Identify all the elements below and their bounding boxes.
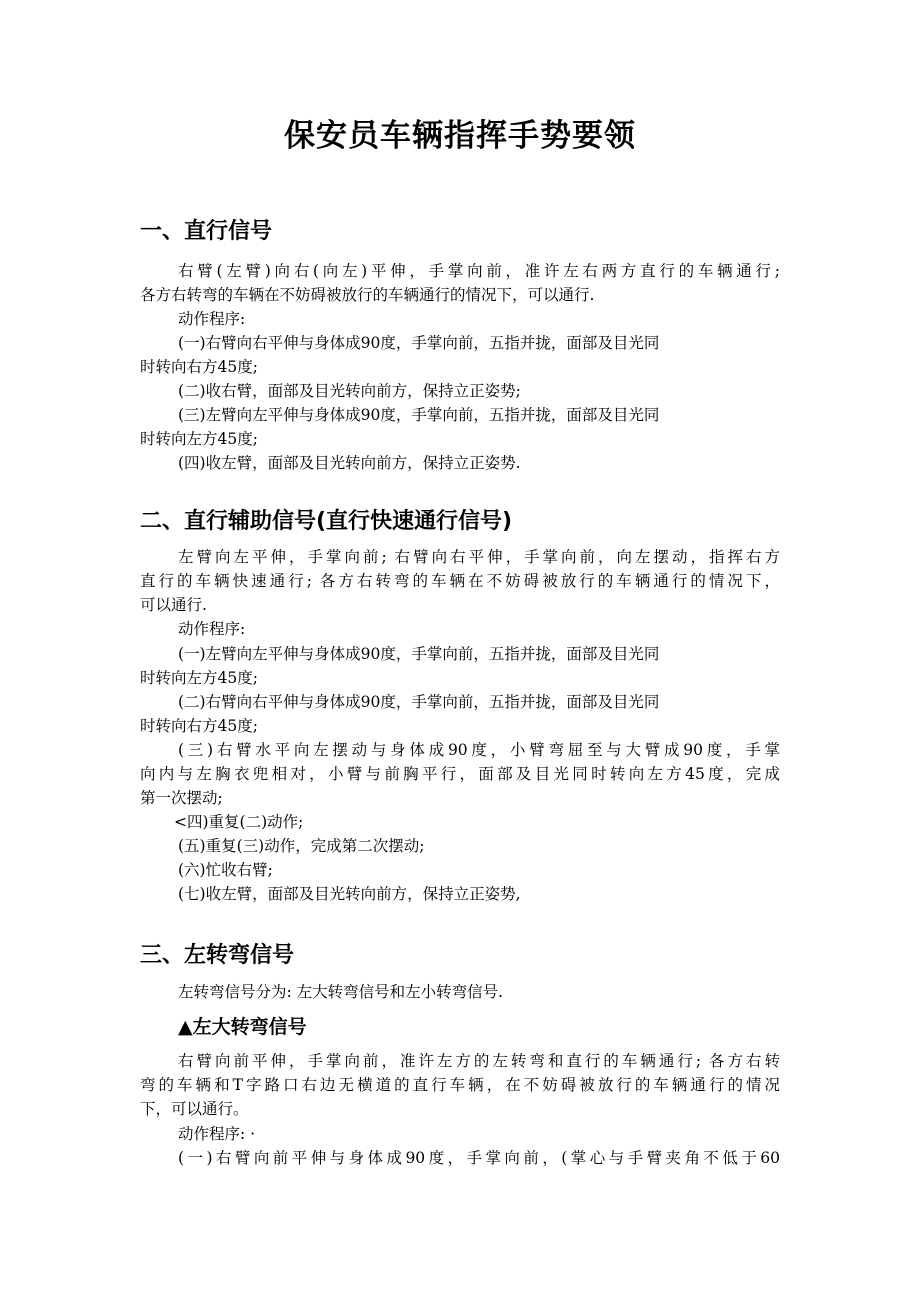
- paragraph-line: 动作程序: ·: [178, 1125, 256, 1143]
- paragraph-line: 第一次摆动;: [140, 789, 223, 807]
- paragraph-line: 动作程序:: [178, 620, 246, 638]
- paragraph-line: 右臂(左臂)向右(向左)平伸，手掌向前，准许左右两方直行的车辆通行;: [178, 262, 780, 280]
- paragraph-line: 向内与左胸衣兜相对，小臂与前胸平行，面部及目光同时转向左方45度，完成: [140, 765, 780, 783]
- paragraph-line: 可以通行.: [140, 596, 207, 614]
- section-heading: 二、直行辅助信号(直行快速通行信号): [140, 509, 513, 534]
- paragraph-line: 下，可以通行。: [140, 1100, 249, 1118]
- paragraph-line: (一)左臂向左平伸与身体成90度，手掌向前，五指并拢，面部及目光同: [178, 645, 660, 663]
- paragraph-line: (七)收左臂，面部及目光转向前方，保持立正姿势,: [178, 885, 521, 903]
- subsection-heading: ▲左大转弯信号: [178, 1016, 307, 1038]
- paragraph-line: 时转向右方45度;: [140, 717, 258, 735]
- paragraph-line: 时转向左方45度;: [140, 430, 258, 448]
- paragraph-line: 左转弯信号分为: 左大转弯信号和左小转弯信号.: [178, 983, 504, 1001]
- paragraph-line: (三)左臂向左平伸与身体成90度，手掌向前，五指并拢，面部及目光同: [178, 406, 660, 424]
- section-heading: 一、直行信号: [140, 219, 273, 244]
- paragraph-line: (一)右臂向前平伸与身体成90度，手掌向前，(掌心与手臂夹角不低于60: [178, 1149, 780, 1167]
- document-title: 保安员车辆指挥手势要领: [284, 118, 636, 154]
- paragraph-line: (四)收左臂，面部及目光转向前方，保持立正姿势.: [178, 454, 521, 472]
- paragraph-line: (二)右臂向右平伸与身体成90度，手掌向前，五指并拢，面部及目光同: [178, 693, 660, 711]
- paragraph-line: <四)重复(二)动作;: [174, 813, 304, 831]
- paragraph-line: (六)忙收右臂;: [178, 861, 273, 879]
- paragraph-line: 时转向右方45度;: [140, 358, 258, 376]
- paragraph-line: 时转向左方45度;: [140, 669, 258, 687]
- paragraph-line: 动作程序:: [178, 310, 246, 328]
- paragraph-line: (五)重复(三)动作，完成第二次摆动;: [178, 837, 425, 855]
- paragraph-line: (一)右臂向右平伸与身体成90度，手掌向前，五指并拢，面部及目光同: [178, 334, 660, 352]
- paragraph-line: 右臂向前平伸，手掌向前，准许左方的左转弯和直行的车辆通行; 各方右转: [178, 1052, 780, 1070]
- section-heading: 三、左转弯信号: [140, 943, 295, 968]
- paragraph-line: 左臂向左平伸，手掌向前; 右臂向右平伸，手掌向前，向左摆动，指挥右方: [178, 548, 780, 566]
- paragraph-line: 直行的车辆快速通行; 各方右转弯的车辆在不妨碍被放行的车辆通行的情况下，: [140, 572, 780, 590]
- paragraph-line: 各方右转弯的车辆在不妨碍被放行的车辆通行的情况下，可以通行.: [140, 286, 595, 304]
- paragraph-line: 弯的车辆和T字路口右边无横道的直行车辆，在不妨碍被放行的车辆通行的情况: [140, 1076, 780, 1094]
- paragraph-line: (二)收右臂，面部及目光转向前方，保持立正姿势;: [178, 382, 521, 400]
- paragraph-line: (三)右臂水平向左摆动与身体成90度，小臂弯屈至与大臂成90度，手掌: [178, 741, 780, 759]
